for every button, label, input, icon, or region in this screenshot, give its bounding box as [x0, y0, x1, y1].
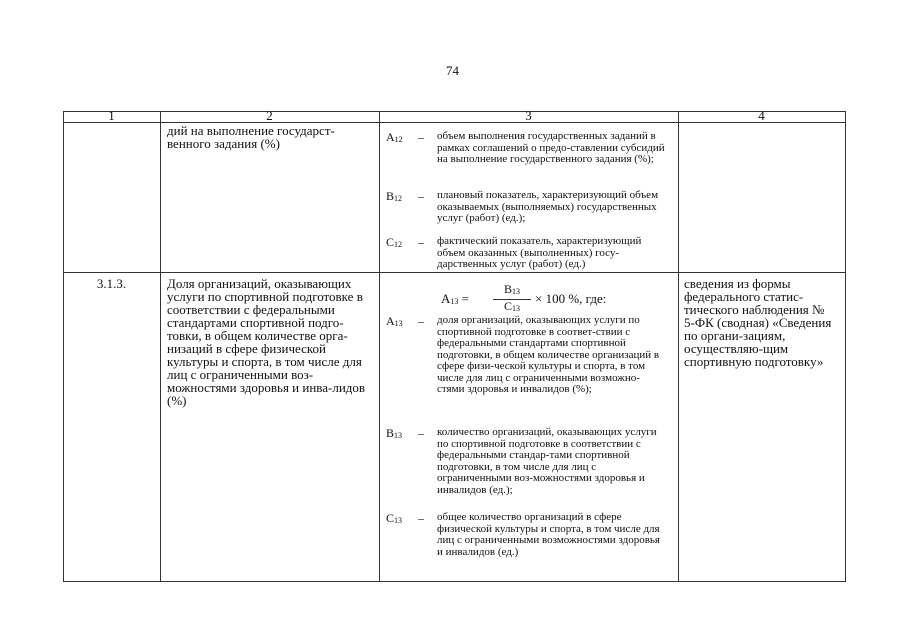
formula-denominator: $C_{13}$	[503, 299, 520, 313]
formula-fraction	[493, 283, 531, 315]
definition-a13: доля организаций, оказывающих услуги по спортивной подготовке в соответ-ствии с федеральными стандартами спортивной подготовки, в общем количестве организаций в сфере физи-ческой культуры и спорта, в том числе для лиц с ограниченными возможно-стями здоровья и инвалидов (%);	[437, 314, 660, 395]
definition-c13: общее количество организаций в сфере физической культуры и спорта, в том числе для лиц с ограниченными возможностями здоровья и инвалидов (ед.)	[437, 511, 660, 558]
symbol-a13: $A_{13}$	[386, 314, 403, 328]
definition-a12: объем выполнения государственных заданий в рамках соглашений о предо-ставлении субсидий на выполнение государственного задания (%);	[437, 130, 665, 165]
table-border-bottom	[63, 581, 846, 582]
symbol-c12: $C_{12}$	[386, 235, 403, 249]
dash: –	[418, 426, 424, 440]
row-divider	[63, 272, 846, 273]
indicator-name-continued: дий на выполнение государст-венного задания (%)	[167, 123, 335, 151]
column-divider-1	[160, 111, 161, 581]
row-number: 3.1.3.	[96, 276, 127, 291]
dash: –	[418, 314, 424, 328]
dash: –	[418, 130, 424, 144]
symbol-b12: $B_{12}$	[386, 189, 403, 203]
header-col-4: 4	[758, 108, 765, 123]
formula	[441, 283, 671, 311]
header-col-1: 1	[108, 108, 115, 123]
definition-c12: фактический показатель, характеризующий объем оказанных (выполненных) госу-дарственных услуг (работ) (ед.)	[437, 235, 642, 270]
dash: –	[418, 511, 424, 525]
page-number: 74	[446, 63, 459, 78]
indicator-table	[63, 108, 845, 581]
data-source: сведения из формы федерального статис-тического наблюдения № 5-ФК (сводная) «Сведения по органи-зациям, осуществляю-щим спортивную подготовку»	[684, 276, 832, 369]
indicator-name: Доля организаций, оказывающих услуги по спортивной подготовке в соответствии с федеральными стандартами спортивной подго-товки, в общем количестве орга-низаций в сфере физической культуры и спорта, в том числе для лиц с ограниченными воз-можностями здоровья и инва-лидов (%)	[167, 276, 366, 408]
table-border-right	[845, 111, 846, 581]
table-border-left	[63, 111, 64, 581]
formula-numerator: $B_{13}$	[493, 283, 531, 300]
column-divider-3	[678, 111, 679, 581]
dash: –	[418, 189, 424, 203]
column-divider-2	[379, 111, 380, 581]
header-col-3: 3	[525, 108, 532, 123]
header-col-2: 2	[266, 108, 273, 123]
symbol-b13: $B_{13}$	[386, 426, 403, 440]
definition-b13: количество организаций, оказывающих услуги по спортивной подготовке в соответствии с федеральными стандар-тами спортивной подготовки, в том числе для лиц с ограниченными воз-можностями здоровья и инвалидов (ед.);	[437, 426, 657, 496]
formula-rhs: × 100 %, где:	[535, 291, 607, 306]
dash: –	[418, 235, 424, 249]
symbol-c13: $C_{13}$	[386, 511, 403, 525]
symbol-a12: $A_{12}$	[386, 130, 403, 144]
definition-b12: плановый показатель, характеризующий объем оказываемых (выполняемых) государственных услуг (работ) (ед.);	[437, 189, 659, 224]
formula-lhs: $A_{13}$ =	[441, 291, 469, 306]
